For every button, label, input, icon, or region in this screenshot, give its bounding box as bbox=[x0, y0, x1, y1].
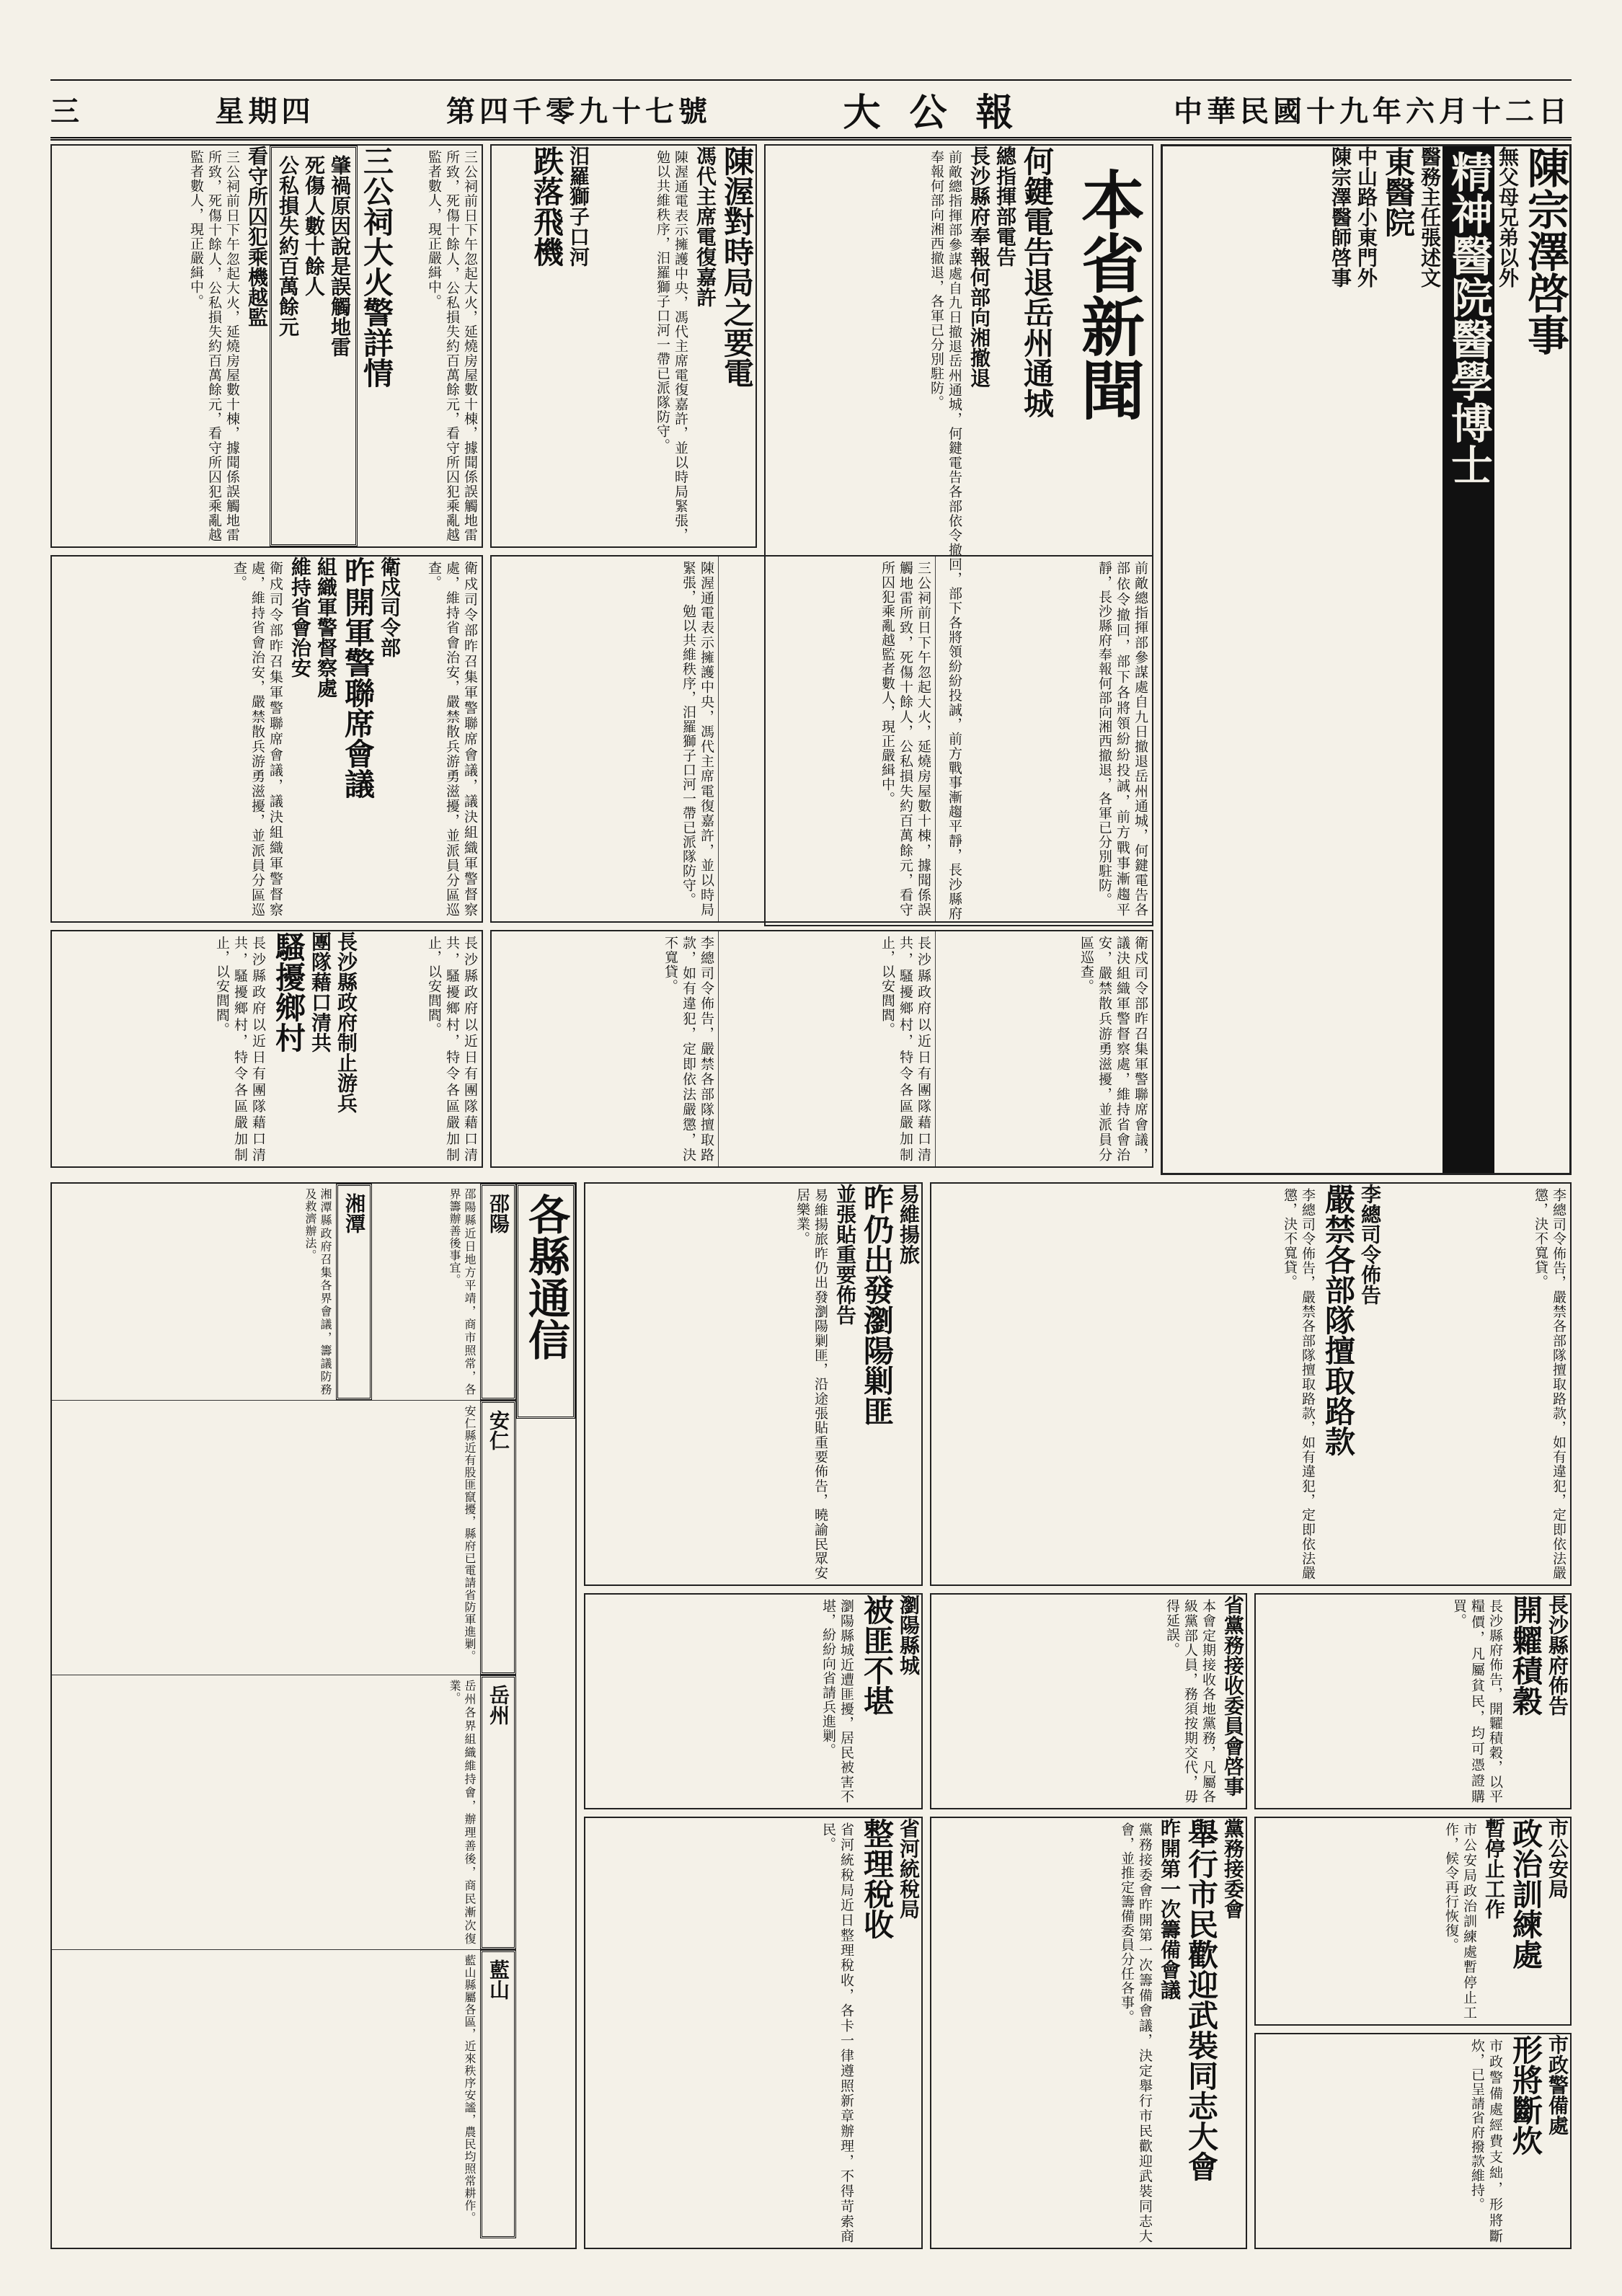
liuyang-story bbox=[584, 1593, 923, 1809]
welcome-story bbox=[930, 1817, 1247, 2249]
weekday: 星期四 bbox=[215, 94, 315, 128]
travel-sub2: 並張貼重要佈告 bbox=[833, 1184, 857, 1325]
mid-reports bbox=[490, 555, 1153, 923]
place-shaoyang-text: 邵陽縣近日地方平靖，商市照常，各界籌辦善後事宜。 bbox=[448, 1188, 477, 1396]
place-lanshan: 藍山 bbox=[480, 1950, 516, 2238]
chenwo-block bbox=[490, 144, 757, 548]
ad-address: 中山路小東門外 bbox=[1355, 146, 1378, 288]
place-xiangtan-text: 湘潭縣政府召集各界會議，籌議防務及救濟辦法。 bbox=[303, 1188, 332, 1396]
place-lanshan-text: 藍山縣屬各區，近來秩序安謐，農民均照常耕作。 bbox=[463, 1954, 477, 2224]
party-notice bbox=[930, 1593, 1247, 1809]
paper-name: 大公報 bbox=[843, 90, 1042, 135]
training-title: 政治訓練處 bbox=[1508, 1818, 1543, 1969]
garrison-org: 衛戍司令部 bbox=[378, 557, 402, 657]
travel-title: 昨仍出發瀏陽剿匪 bbox=[859, 1184, 895, 1426]
section-title-local: 本省新聞 bbox=[1071, 167, 1146, 421]
row2-text-c: 李總司令佈告，嚴禁各部隊擅取路款，如有違犯，定即依法嚴懲，決不寬貸。 bbox=[662, 936, 714, 1162]
ad-sub: 無父母兄弟以外 bbox=[1496, 146, 1520, 288]
story-kicker-chenwo: 汨羅獅子口河 bbox=[567, 146, 590, 267]
militia-story bbox=[50, 930, 483, 1168]
welcome-sub: 昨開第一次籌備會議 bbox=[1158, 1818, 1182, 2000]
place-anren-text: 安仁縣近有股匪竄擾，縣府已電請省防軍進剿。 bbox=[463, 1405, 477, 1662]
training-sub: 暫停止工作 bbox=[1482, 1818, 1506, 1919]
county-title: 各縣通信 bbox=[516, 1184, 575, 1419]
welcome-title: 舉行市民歡迎武裝同志大會 bbox=[1184, 1818, 1219, 2181]
road-org: 李總司令佈告 bbox=[1358, 1184, 1382, 1305]
garrison-sub: 組織軍警督察處 bbox=[314, 557, 338, 698]
road-body: 李總司令佈告，嚴禁各部隊擅取路款，如有違犯，定即依法嚴懲，決不寬貸。 bbox=[1282, 1188, 1316, 1580]
story-head-chenwo: 陳渥對時局之要電 bbox=[719, 146, 755, 388]
police-body: 市政警備處經費支絀，形將斷炊，已呈請省府撥款維持。 bbox=[1469, 2039, 1503, 2243]
garrison-title: 昨開軍警聯席會議 bbox=[340, 557, 376, 799]
masthead bbox=[50, 79, 1572, 141]
militia-title: 騷擾鄉村 bbox=[271, 931, 306, 1052]
grain-org: 長沙縣府佈告 bbox=[1546, 1595, 1569, 1716]
road-title: 嚴禁各部隊擅取路款 bbox=[1321, 1184, 1356, 1456]
police-org: 市政警備處 bbox=[1546, 2034, 1569, 2135]
travel-sub: 易維揚旅 bbox=[897, 1184, 921, 1264]
fire-line-1: 死傷人數十餘人 bbox=[302, 155, 326, 296]
militia-body: 長沙縣政府以近日有團隊藉口清共，騷擾鄉村，特令各區嚴加制止，以安閭閻。 bbox=[214, 936, 266, 1162]
issue-date: 中華民國十九年六月十二日 bbox=[1173, 94, 1572, 128]
training-body: 市公安局政治訓練處暫停止工作，候令再行恢復。 bbox=[1443, 1822, 1477, 2020]
mid-report-a: 前敵總指揮部參謀處自九日撤退岳州通城，何鍵電告各部依令撤回，部下各將領紛紛投誠，前方戰事漸趨平靜，長沙縣府奉報何部向湘西撤退，各軍已分別駐防。 bbox=[1096, 561, 1148, 917]
militia-sub: 長沙縣政府制止游兵 bbox=[334, 931, 358, 1113]
party-title: 省黨務接收委員會啓事 bbox=[1221, 1595, 1245, 1796]
garrison-sub2: 維持省會治安 bbox=[288, 557, 312, 678]
ad-title: 陳宗澤啓事 bbox=[1520, 146, 1569, 355]
story-kicker-hejian: 長沙縣府奉報何部向湘撤退 bbox=[967, 146, 991, 388]
ad-notice: 陳宗澤醫師啓事 bbox=[1329, 146, 1352, 288]
grain-title: 開糶積穀 bbox=[1508, 1595, 1543, 1716]
row2-center bbox=[490, 930, 1153, 1168]
story-head-hejian: 何鍵電告退岳州通城 bbox=[1019, 146, 1055, 418]
police-story bbox=[1254, 2033, 1572, 2249]
tax-title: 整理稅收 bbox=[859, 1818, 895, 1939]
training-org: 市公安局 bbox=[1546, 1818, 1569, 1899]
grain-notice bbox=[1254, 1593, 1572, 1809]
fire-body: 三公祠前日下午忽起大火，延燒房屋數十棟，據聞係誤觸地雷所致，死傷十餘人，公私損失約百萬餘元，看守所囚犯乘亂越監者數人，現正嚴緝中。 bbox=[188, 150, 240, 542]
road-notice bbox=[930, 1182, 1572, 1586]
fire-kicker: 看守所囚犯乘機越監 bbox=[245, 146, 269, 327]
row2-text-b: 長沙縣政府以近日有團隊藉口清共，騷擾鄉村，特令各區嚴加制止，以安閭閻。 bbox=[879, 936, 931, 1162]
fire-sub-box bbox=[270, 146, 358, 546]
tax-story bbox=[584, 1817, 923, 2249]
story-body-chenwo: 陳渥通電表示擁護中央，馮代主席電復嘉許，並以時局緊張，勉以共維秩序，汨羅獅子口河一帶已派隊防守。 bbox=[655, 150, 688, 542]
road-body-right: 李總司令佈告，嚴禁各部隊擅取路款，如有違犯，定即依法嚴懲，決不寬貸。 bbox=[1533, 1188, 1566, 1580]
place-yuezhou: 岳州 bbox=[480, 1675, 516, 1949]
place-xiangtan: 湘潭 bbox=[336, 1184, 372, 1400]
welcome-body: 黨務接委會昨開第一次籌備會議，決定舉行市民歡迎武裝同志大會，並推定籌備委員分任各事。 bbox=[1119, 1822, 1153, 2243]
tax-org: 省河統稅局 bbox=[897, 1818, 921, 1919]
welcome-org: 黨務接委會 bbox=[1221, 1818, 1245, 1919]
ad-doctor: 醫務主任張述文 bbox=[1418, 146, 1442, 288]
liuyang-title: 被匪不堪 bbox=[859, 1595, 895, 1716]
county-news bbox=[50, 1182, 577, 2249]
garrison-body-right: 衛戍司令部昨召集軍警聯席會議，議決組織軍警督察處，維持省會治安，嚴禁散兵游勇滋擾，並派員分區巡查。 bbox=[426, 561, 478, 917]
story-sub-hejian: 總指揮部電告 bbox=[993, 146, 1017, 267]
ad-hospital-banner: 精神醫院醫學博士 bbox=[1442, 146, 1494, 1173]
fire-sub: 肇禍原因說是誤觸地雷 bbox=[328, 155, 352, 357]
militia-kicker: 團隊藉口清共 bbox=[309, 931, 332, 1052]
garrison-body: 衛戍司令部昨召集軍警聯席會議，議決組織軍警督察處，維持省會治安，嚴禁散兵游勇滋擾，並派員分區巡查。 bbox=[231, 561, 283, 917]
page-number: 三 bbox=[50, 94, 84, 128]
travel-story bbox=[584, 1182, 923, 1586]
fire-story bbox=[50, 144, 483, 548]
fire-line-2: 公私損失約百萬餘元 bbox=[276, 155, 300, 337]
militia-body-right: 長沙縣政府以近日有團隊藉口清共，騷擾鄉村，特令各區嚴加制止，以安閭閻。 bbox=[426, 936, 478, 1162]
row2-text-a: 衛戍司令部昨召集軍警聯席會議，議決組織軍警督察處，維持省會治安，嚴禁散兵游勇滋擾，並派員分區巡查。 bbox=[1078, 936, 1148, 1162]
training-story bbox=[1254, 1817, 1572, 2026]
mid-report-b: 三公祠前日下午忽起大火，延燒房屋數十棟，據聞係誤觸地雷所致，死傷十餘人，公私損失約百萬餘元，看守所囚犯乘亂越監者數人，現正嚴緝中。 bbox=[879, 561, 931, 917]
issue-number: 第四千零九十七號 bbox=[446, 94, 712, 128]
party-body: 本會定期接收各地黨務，凡屬各級黨部人員，務須按期交代，毋得延誤。 bbox=[1164, 1599, 1216, 1804]
story-head-plane: 跌落飛機 bbox=[529, 146, 564, 267]
garrison-story bbox=[50, 555, 483, 923]
police-title: 形將斷炊 bbox=[1508, 2034, 1543, 2155]
place-shaoyang: 邵陽 bbox=[480, 1184, 516, 1400]
mid-report-c: 陳渥通電表示擁護中央，馮代主席電復嘉許，並以時局緊張，勉以共維秩序，汨羅獅子口河一帶已派隊防守。 bbox=[681, 561, 714, 917]
fire-title: 三公祠大火警詳情 bbox=[359, 146, 394, 388]
travel-body: 易維揚旅昨仍出發瀏陽剿匪，沿途張貼重要佈告，曉諭民眾安居樂業。 bbox=[794, 1188, 828, 1580]
ad-dept: 東醫院 bbox=[1381, 146, 1416, 237]
place-yuezhou-text: 岳州各界組織維持會，辦理善後，商民漸次復業。 bbox=[448, 1680, 477, 1945]
tax-body: 省河統稅局近日整理稅收，各卡一律遵照新章辦理，不得苛索商民。 bbox=[820, 1822, 854, 2243]
place-anren: 安仁 bbox=[480, 1401, 516, 1675]
fire-body-right: 三公祠前日下午忽起大火，延燒房屋數十棟，據聞係誤觸地雷所致，死傷十餘人，公私損失約百萬餘元，看守所囚犯乘亂越監者數人，現正嚴緝中。 bbox=[426, 150, 478, 542]
liuyang-body: 瀏陽縣城近遭匪擾，居民被害不堪，紛紛向省請兵進剿。 bbox=[820, 1599, 854, 1804]
ad-hospital bbox=[1161, 144, 1572, 1175]
story-sub-chenwo: 馮代主席電復嘉許 bbox=[693, 146, 717, 307]
liuyang-sub: 瀏陽縣城 bbox=[897, 1595, 921, 1675]
grain-body: 長沙縣府佈告，開糶積穀，以平糧價，凡屬貧民，均可憑證購買。 bbox=[1451, 1599, 1503, 1804]
story-body-hejian: 前敵總指揮部參謀處自九日撤退岳州通城，何鍵電告各部依令撤回，部下各將領紛紛投誠，前方戰事漸趨平靜，長沙縣府奉報何部向湘西撤退，各軍已分別駐防。 bbox=[929, 150, 962, 921]
